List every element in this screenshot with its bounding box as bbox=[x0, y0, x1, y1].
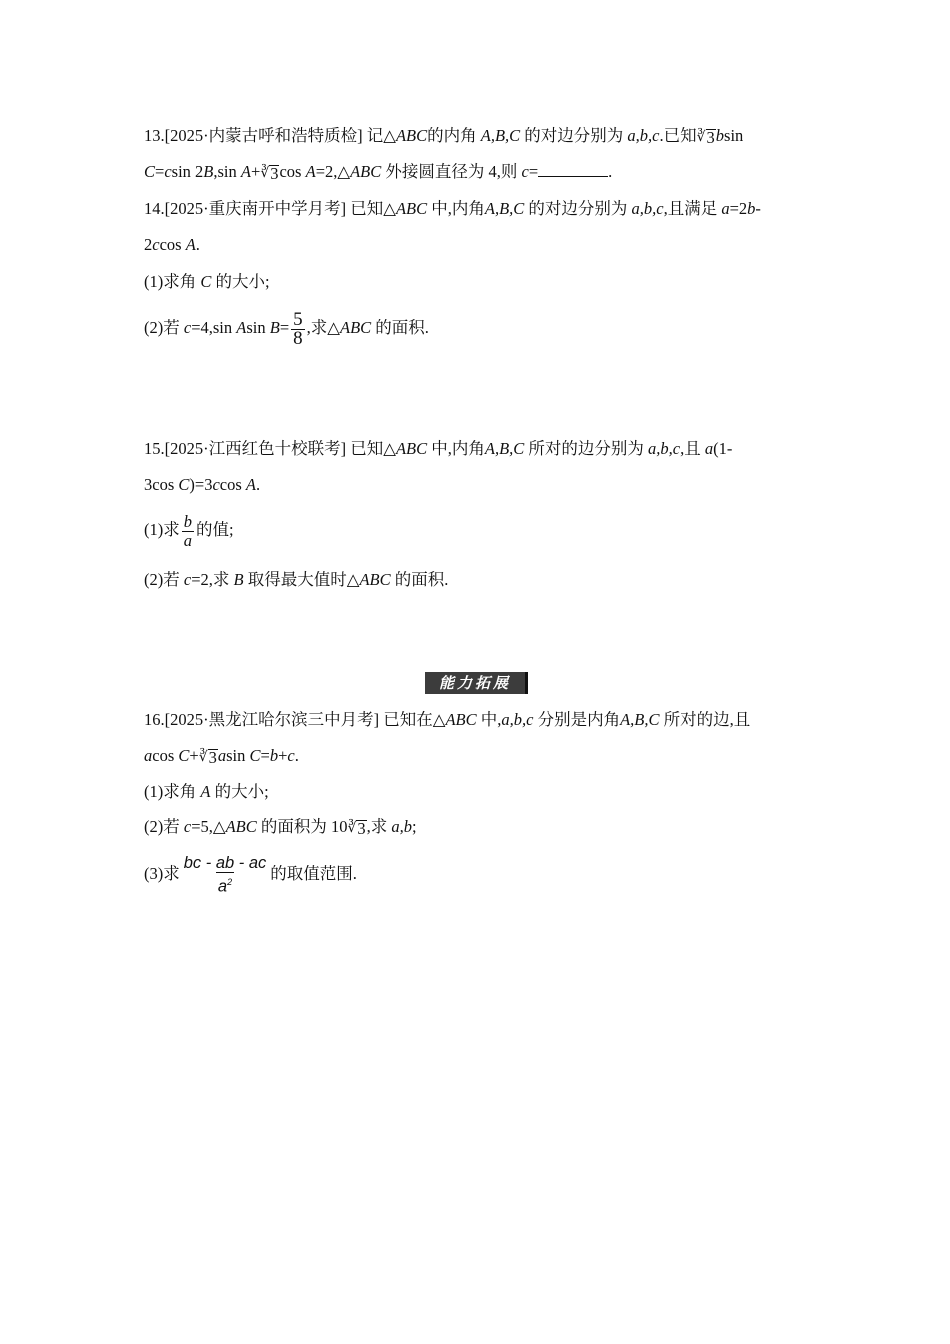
q13-source-label: 13.[2025·内蒙古呼和浩特质检] 记△ bbox=[144, 126, 396, 145]
side-list: a,b,c bbox=[648, 439, 681, 458]
var: C bbox=[200, 272, 212, 291]
angle-list: A,B,C bbox=[484, 199, 525, 218]
var-list: a,b bbox=[391, 817, 413, 836]
var: c bbox=[152, 235, 160, 254]
text: ,求 bbox=[366, 817, 388, 836]
text: 的对边分别为 bbox=[528, 199, 628, 218]
radical-sign: ∛ bbox=[198, 750, 208, 765]
var: c bbox=[183, 318, 192, 337]
var: c bbox=[164, 162, 172, 181]
triangle-name: ABC bbox=[395, 439, 428, 458]
denominator bbox=[216, 872, 234, 896]
side-list: a,b,c bbox=[631, 199, 664, 218]
radicand: 3 bbox=[270, 164, 279, 183]
cube-root bbox=[348, 820, 367, 837]
var: c bbox=[521, 162, 529, 181]
q13-line-1 bbox=[144, 124, 814, 148]
text: =2,△ bbox=[315, 162, 351, 181]
var: C bbox=[144, 162, 156, 181]
q15-part-2 bbox=[144, 568, 814, 592]
text: (1)求 bbox=[144, 520, 180, 539]
text: 的面积. bbox=[394, 570, 449, 589]
q15-source-label: 15.[2025·江西红色十校联考] 已知△ bbox=[144, 439, 396, 458]
var: c bbox=[212, 475, 220, 494]
text: (1)求角 bbox=[144, 272, 197, 291]
text: 2 bbox=[144, 235, 153, 254]
var: b bbox=[715, 126, 725, 145]
text: (3)求 bbox=[144, 864, 180, 883]
text: (2)若 bbox=[144, 570, 180, 589]
fraction-five-eighths bbox=[291, 308, 305, 349]
triangle-name: ABC bbox=[395, 199, 428, 218]
radicand: 3 bbox=[357, 819, 366, 838]
fraction-b-over-a bbox=[182, 513, 194, 550]
text: =5,△ bbox=[191, 817, 226, 836]
radicand: 3 bbox=[706, 128, 715, 147]
text: 3cos bbox=[144, 475, 175, 494]
var: a bbox=[721, 199, 730, 218]
triangle-name: ABC bbox=[359, 570, 391, 589]
var: A bbox=[240, 162, 251, 181]
text: 所对的边分别为 bbox=[528, 439, 644, 458]
text: sin bbox=[724, 126, 744, 145]
text: =4,sin bbox=[191, 318, 233, 337]
text: cos bbox=[219, 475, 242, 494]
denominator: a bbox=[183, 530, 192, 550]
text: 的面积. bbox=[375, 318, 429, 337]
cube-root bbox=[199, 749, 218, 766]
var: b bbox=[269, 746, 279, 765]
denominator: 8 bbox=[293, 327, 303, 349]
text: (1- bbox=[713, 439, 733, 458]
var: A bbox=[245, 475, 256, 494]
angle-list: A,B,C bbox=[620, 710, 660, 729]
var: a bbox=[144, 746, 153, 765]
text: =2,求 bbox=[191, 570, 230, 589]
var: C bbox=[178, 475, 190, 494]
denominator-exponent: 2 bbox=[227, 877, 233, 888]
triangle-name: ABC bbox=[445, 710, 477, 729]
text: )=3 bbox=[189, 475, 213, 494]
text: 分别是内角 bbox=[537, 710, 621, 729]
radical-sign: ∛ bbox=[696, 130, 706, 145]
cube-root bbox=[260, 165, 279, 182]
text: 的值; bbox=[196, 520, 234, 539]
triangle-name: ABC bbox=[395, 126, 428, 145]
text: 外接圆直径为 4,则 bbox=[385, 162, 518, 181]
text: sin 2 bbox=[171, 162, 204, 181]
text: =2 bbox=[729, 199, 748, 218]
q16-source-label: 16.[2025·黑龙江哈尔滨三中月考] 已知在△ bbox=[144, 710, 446, 729]
text: ,且 bbox=[680, 439, 701, 458]
var: b bbox=[747, 199, 756, 218]
text: (2)若 bbox=[144, 817, 180, 836]
text: ,且满足 bbox=[663, 199, 718, 218]
side-list: a,b,c bbox=[627, 126, 660, 145]
var: c bbox=[183, 817, 192, 836]
q13-line-2: C=csin 2B,sin A+ ∛ 3 cos A=2,△ABC 外接圆直径为 4,则 c= . bbox=[144, 162, 613, 183]
q15-part-1 bbox=[144, 510, 814, 550]
q14-line-2: 2ccos A. bbox=[144, 235, 200, 254]
q16-part-1 bbox=[144, 780, 814, 804]
radicand: 3 bbox=[208, 748, 217, 767]
triangle-name: ABC bbox=[339, 318, 372, 337]
text: ,求△ bbox=[306, 318, 340, 337]
radical-sign: ∛ bbox=[260, 166, 270, 181]
q14-line-1 bbox=[144, 197, 814, 221]
text: 中,内角 bbox=[431, 439, 485, 458]
text: cos bbox=[152, 746, 175, 765]
var: B bbox=[233, 570, 244, 589]
var: c bbox=[287, 746, 295, 765]
var: A bbox=[200, 782, 211, 801]
angle-list: A,B,C bbox=[480, 126, 521, 145]
text: cos bbox=[159, 235, 182, 254]
text: 中, bbox=[480, 710, 502, 729]
angle-list: A,B,C bbox=[484, 439, 525, 458]
text: 的取值范围. bbox=[270, 864, 357, 883]
denominator-base: a bbox=[217, 877, 228, 896]
q16-part-2: (2)若 c=5,△ABC 的面积为 10 ∛ 3 ,求 a,b; bbox=[144, 817, 417, 838]
var: C bbox=[178, 746, 190, 765]
q16-part-3 bbox=[144, 852, 814, 896]
text: 所对的边,且 bbox=[663, 710, 751, 729]
answer-blank[interactable] bbox=[538, 160, 608, 177]
numerator: 5 bbox=[293, 308, 303, 330]
q14-part-2: (2)若 c=4,sin Asin B= $\frac{5}{8}$ ,求△ABC 的面积. bbox=[144, 308, 429, 349]
text: 的内角 bbox=[427, 126, 477, 145]
side-list: a,b,c bbox=[501, 710, 534, 729]
text: - bbox=[755, 199, 761, 218]
text: .已知 bbox=[659, 126, 697, 145]
q16-line-1 bbox=[144, 708, 814, 732]
radical-sign: ∛ bbox=[347, 821, 357, 836]
text: sin bbox=[246, 318, 266, 337]
q14-part-1 bbox=[144, 270, 814, 294]
text: 的大小; bbox=[214, 782, 269, 801]
text: cos bbox=[279, 162, 302, 181]
fraction-expression bbox=[182, 854, 269, 896]
q15-line-2: 3cos C)=3ccos A. bbox=[144, 475, 261, 494]
text: 的大小; bbox=[215, 272, 270, 291]
text: sin bbox=[226, 746, 246, 765]
var: A bbox=[236, 318, 247, 337]
numerator: b bbox=[183, 511, 192, 531]
var: a bbox=[704, 439, 714, 458]
section-banner: 能力拓展 bbox=[425, 672, 528, 694]
text: 的对边分别为 bbox=[524, 126, 624, 145]
triangle-name: ABC bbox=[225, 817, 257, 836]
var: B bbox=[269, 318, 280, 337]
var: A bbox=[185, 235, 196, 254]
text: (2)若 bbox=[144, 318, 180, 337]
numerator: bc - ab - ac bbox=[183, 854, 267, 873]
text: 中,内角 bbox=[431, 199, 485, 218]
var: a bbox=[217, 746, 227, 765]
q14-source-label: 14.[2025·重庆南开中学月考] 已知△ bbox=[144, 199, 396, 218]
text: 的面积为 10 bbox=[260, 817, 348, 836]
q15-line-1 bbox=[144, 437, 814, 461]
text: 取得最大值时△ bbox=[247, 570, 360, 589]
var: c bbox=[183, 570, 192, 589]
text: (1)求角 bbox=[144, 782, 197, 801]
q16-line-2: acos C+ ∛ 3 asin C=b+c. bbox=[144, 746, 299, 767]
var: B bbox=[203, 162, 214, 181]
triangle-name: ABC bbox=[350, 162, 382, 181]
cube-root bbox=[697, 129, 716, 146]
var: A bbox=[305, 162, 316, 181]
text: ,sin bbox=[213, 162, 237, 181]
var: C bbox=[249, 746, 261, 765]
